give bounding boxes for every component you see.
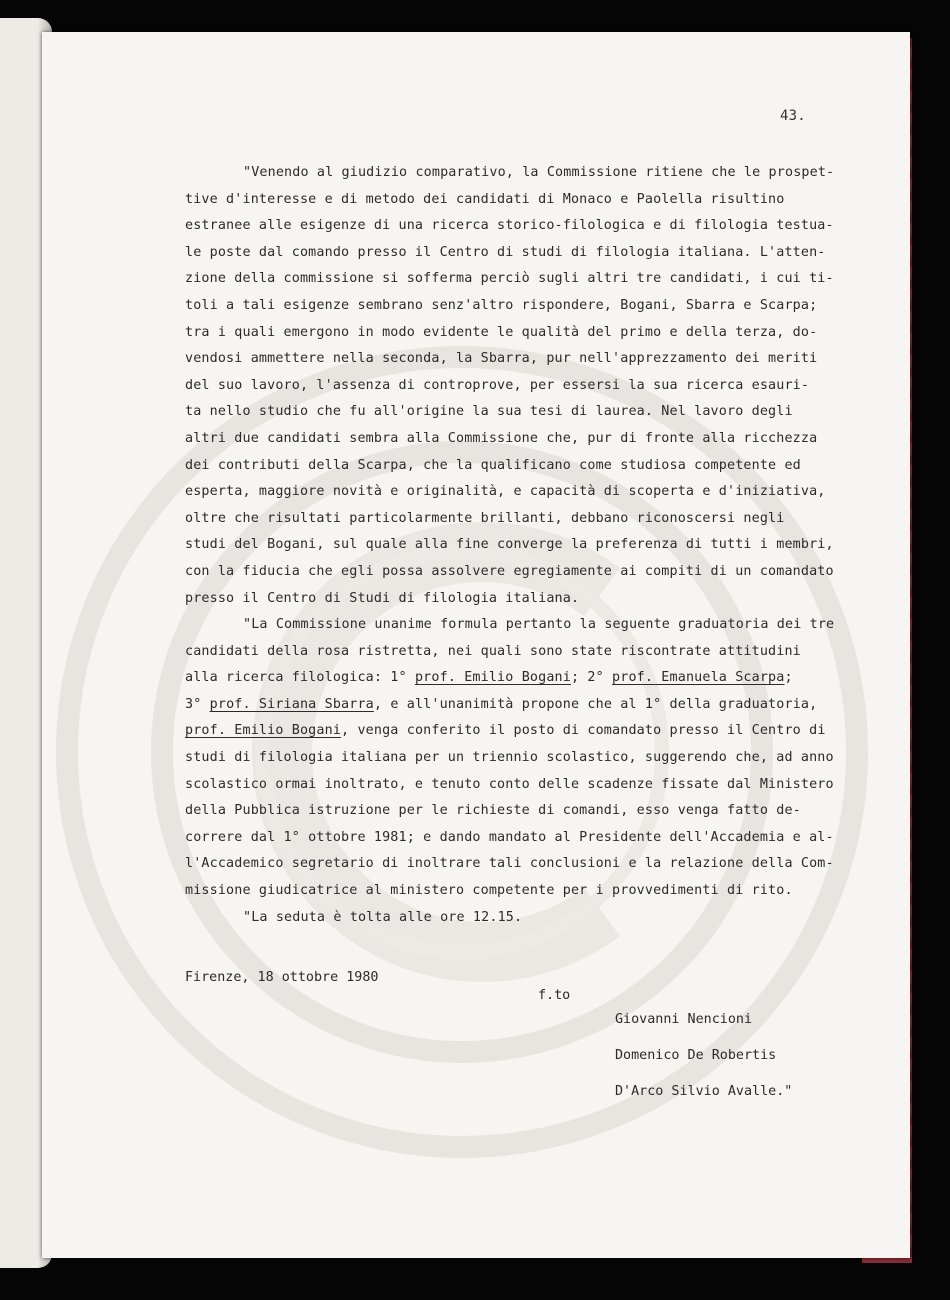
text-line: presso il Centro di Studi di filologia italiana. xyxy=(185,590,580,606)
signatories xyxy=(615,1002,792,1110)
text-line: scolastico ormai inoltrato, e tenuto conto delle scadenze fissate dal Ministero xyxy=(185,776,834,792)
signatory: D'Arco Silvio Avalle." xyxy=(615,1084,793,1099)
text-line: esperta, maggiore novità e originalità, e capacità di scoperta e d'iniziativa, xyxy=(185,484,826,500)
text-line: oltre che risultati particolarmente brillanti, debbano riconoscersi negli xyxy=(185,510,785,526)
signatory: Domenico De Robertis xyxy=(615,1048,777,1063)
first-candidate: prof. Emilio Bogani xyxy=(414,670,571,686)
second-candidate: prof. Emanuela Scarpa xyxy=(612,670,785,686)
text-line: "Venendo al giudizio comparativo, la Commissione ritiene che le prospet- xyxy=(243,165,835,180)
third-candidate: prof. Siriana Sbarra xyxy=(209,696,374,712)
text-line: zione della commissione si sofferma perciò sugli altri tre candidati, i cui ti- xyxy=(185,271,834,287)
appointed-candidate: prof. Emilio Bogani xyxy=(185,723,342,739)
text-line: dei contributi della Scarpa, che la qualificano come studiosa competente ed xyxy=(185,457,801,473)
text-line: ta nello studio che fu all'origine la sua tesi di laurea. Nel lavoro degli xyxy=(185,404,793,420)
text-line: vendosi ammettere nella seconda, la Sbarra, pur nell'apprezzamento dei meriti xyxy=(185,351,818,367)
fto-mark: f.to xyxy=(538,988,571,1003)
ranking-text: , e all'unanimità propone che al 1° della graduatoria, xyxy=(373,696,818,712)
text-line: missione giudicatrice al ministero competente per i provvedimenti di rito. xyxy=(185,883,793,899)
text-line: della Pubblica istruzione per le richieste di comandi, esso venga fatto de- xyxy=(185,803,801,819)
page-number: 43. xyxy=(780,108,806,124)
text-line: altri due candidati sembra alla Commissione che, pur di fronte alla ricchezza xyxy=(185,430,818,446)
text-line: le poste dal comando presso il Centro di studi di filologia italiana. L'atten- xyxy=(185,244,826,260)
text-line: studi del Bogani, sul quale alla fine converge la preferenza di tutti i membri, xyxy=(185,537,834,553)
ranking-text: alla ricerca filologica: 1° xyxy=(185,670,415,686)
text-line: "La seduta è tolta alle ore 12.15. xyxy=(243,909,523,925)
text-line: toli a tali esigenze sembrano senz'altro rispondere, Bogani, Sbarra e Scarpa; xyxy=(185,297,818,313)
text-line: studi di filologia italiana per un triennio scolastico, suggerendo che, ad anno xyxy=(185,750,834,766)
conferral-text: , venga conferito il posto di comandato presso il Centro di xyxy=(341,723,826,739)
text-line: estranee alle esigenze di una ricerca storico-filologica e di filologia testua- xyxy=(185,218,834,234)
body-text xyxy=(185,160,835,931)
signatory: Giovanni Nencioni xyxy=(615,1012,753,1027)
ranking-line xyxy=(185,665,795,692)
text-line: l'Accademico segretario di inoltrare tali conclusioni e la relazione della Com- xyxy=(185,856,834,872)
conferral-line xyxy=(185,718,826,745)
ranking-text: ; 2° xyxy=(570,670,613,686)
place-date: Firenze, 18 ottobre 1980 xyxy=(185,970,379,985)
text-line: con la fiducia che egli possa assolvere egregiamente ai compiti di un comandato xyxy=(185,563,834,579)
ranking-text: ; xyxy=(784,670,793,686)
text-line: tra i quali emergono in modo evidente le qualità del primo e della terza, do- xyxy=(185,324,818,340)
text-line: tive d'interesse e di metodo dei candidati di Monaco e Paolella risultino xyxy=(185,191,785,207)
text-line: correre dal 1° ottobre 1981; e dando mandato al Presidente dell'Accademia e al- xyxy=(185,829,834,845)
third-line xyxy=(185,692,818,719)
document-page xyxy=(42,32,910,1258)
text-line: "La Commissione unanime formula pertanto la seguente graduatoria dei tre xyxy=(243,617,835,633)
text-line: del suo lavoro, l'assenza di controprove, per essersi la sua ricerca esauri- xyxy=(185,377,810,393)
text-line: candidati della rosa ristretta, nei quali sono state riscontrate attitudini xyxy=(185,643,801,659)
ranking-text: 3° xyxy=(185,696,210,712)
